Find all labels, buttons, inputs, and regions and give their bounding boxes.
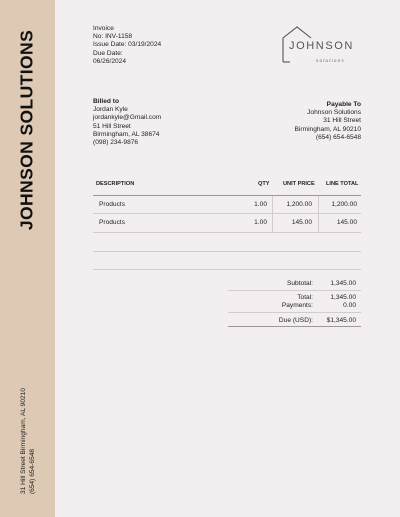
due-value: $1,345.00 xyxy=(326,317,356,324)
totals-bottom-divider xyxy=(228,326,361,327)
payable-to-city: Birmingham, AL 90210 xyxy=(294,125,361,133)
total-value: 1,345.00 xyxy=(330,294,356,301)
row-qty: 1.00 xyxy=(254,201,267,208)
table-header-divider xyxy=(93,195,361,196)
table-column-divider xyxy=(272,196,273,232)
logo-tagline: solutions xyxy=(316,58,345,63)
row-line-total: 1,200.00 xyxy=(331,201,357,208)
billed-to-email: jordankyle@Gmail.com xyxy=(93,114,162,122)
col-header-qty: QTY xyxy=(258,181,270,187)
payments-label: Payments: xyxy=(281,302,313,309)
sidebar xyxy=(0,0,55,517)
subtotal-label: Subtotal: xyxy=(286,280,313,287)
table-row-divider xyxy=(93,213,361,214)
invoice-issue-date: Issue Date: 03/19/2024 xyxy=(93,41,162,49)
row-description: Products xyxy=(99,201,126,208)
row-unit-price: 145.00 xyxy=(291,219,312,226)
sidebar-address: 31 Hill Street Birmingham, AL 90210 xyxy=(20,387,27,495)
billed-to-city: Birmingham, AL 38674 xyxy=(93,130,160,138)
invoice-due-label: Due Date: xyxy=(93,49,123,57)
col-header-unit-price: UNIT PRICE xyxy=(283,181,315,187)
payable-to-phone: (654) 654-6548 xyxy=(315,133,361,141)
invoice-number: No: INV-1158 xyxy=(93,33,133,41)
table-row-divider xyxy=(93,232,361,233)
invoice-title: Invoice xyxy=(93,25,114,32)
subtotal-value: 1,345.00 xyxy=(330,280,356,287)
payable-to-block xyxy=(295,101,361,142)
row-qty: 1.00 xyxy=(254,219,267,226)
table-row-divider xyxy=(93,269,361,270)
payments-value: 0.00 xyxy=(343,302,356,309)
sidebar-phone: (654) 654-6548 xyxy=(29,448,36,495)
logo-wordmark: JOHNSON xyxy=(289,40,354,52)
row-description: Products xyxy=(99,219,126,226)
total-label: Total: xyxy=(297,294,313,301)
payable-to-label: Payable To xyxy=(326,101,361,108)
due-label: Due (USD): xyxy=(278,317,313,324)
sidebar-contact xyxy=(19,388,37,494)
col-header-description: DESCRIPTION xyxy=(96,181,135,187)
payable-to-name: Johnson Solutions xyxy=(307,109,361,117)
totals-divider xyxy=(228,312,361,313)
row-line-total: 145.00 xyxy=(336,219,357,226)
col-header-line-total: LINE TOTAL xyxy=(326,181,359,187)
payable-to-street: 31 Hill Street xyxy=(323,117,361,125)
billed-to-block xyxy=(93,98,161,147)
company-name-vertical: JOHNSON SOLUTIONS xyxy=(16,29,37,231)
totals-divider xyxy=(228,290,361,291)
row-unit-price: 1,200.00 xyxy=(286,201,312,208)
billed-to-name: Jordan Kyle xyxy=(93,106,128,114)
invoice-due-value: 06/26/2024 xyxy=(93,57,127,65)
billed-to-phone: (098) 234-9876 xyxy=(93,139,139,147)
billed-to-street: 51 Hill Street xyxy=(93,122,131,130)
invoice-meta xyxy=(93,25,161,66)
table-column-divider xyxy=(318,196,319,232)
billed-to-label: Billed to xyxy=(93,98,120,105)
table-row-divider xyxy=(93,251,361,252)
